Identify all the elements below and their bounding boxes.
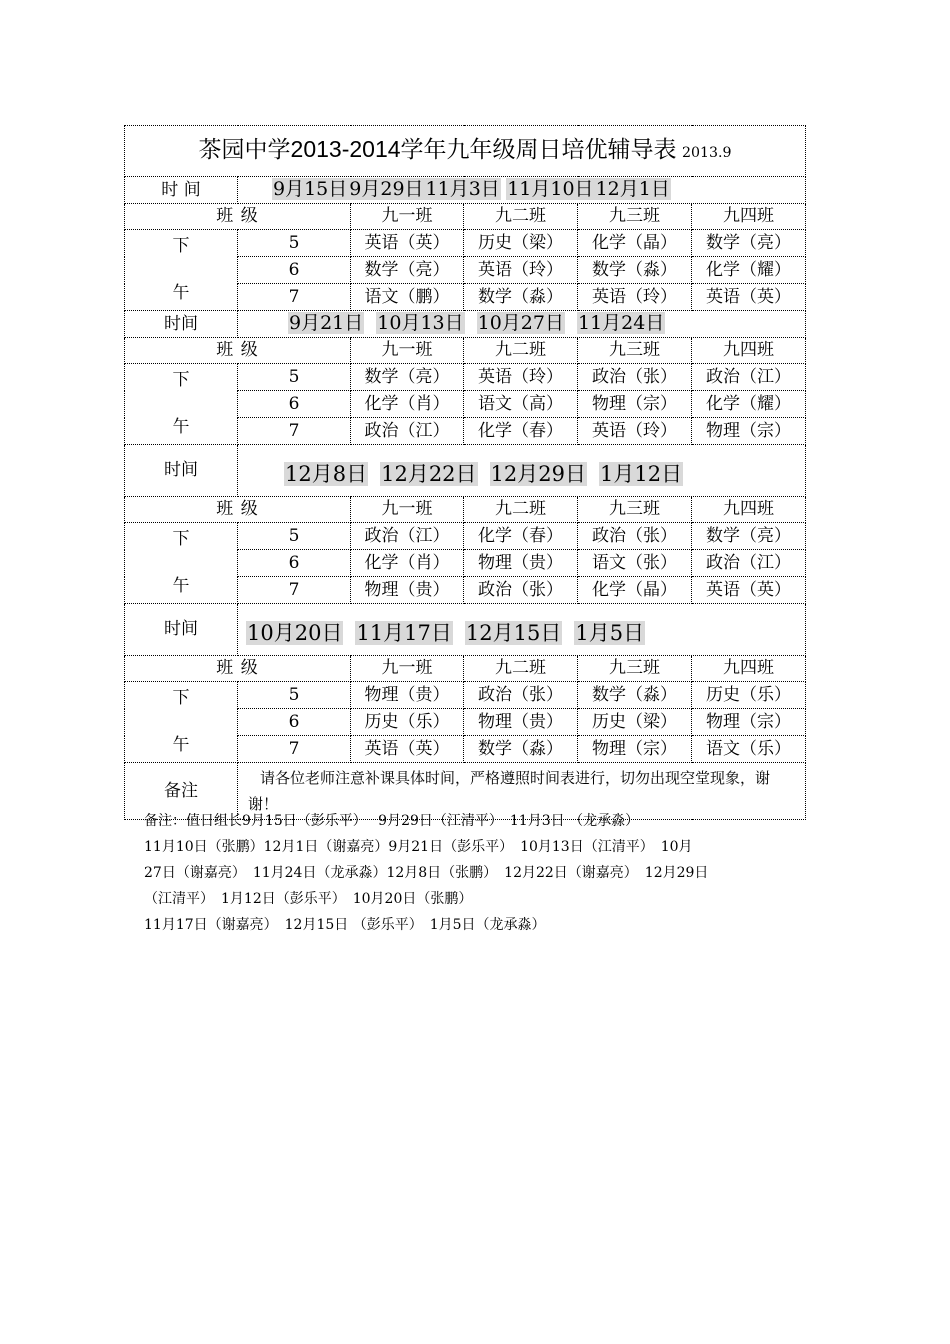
lesson-cell: 物理（贵） — [464, 550, 578, 577]
afternoon-top: 下 — [172, 688, 190, 708]
lesson-cell: 数学（淼） — [578, 682, 692, 709]
footer-line: 27日（谢嘉亮） 11月24日（龙承淼）12月8日（张鹏） 12月22日（谢嘉亮） 12月29日 — [144, 865, 709, 881]
class-name: 九二班 — [464, 204, 578, 230]
footer-line: （江清平） 1月12日（彭乐平） 10月20日（张鹏） — [144, 891, 473, 907]
time-label: 时间 — [125, 311, 238, 338]
lesson-cell: 数学（亮） — [351, 364, 464, 391]
date-chip: 10月20日 — [247, 621, 343, 645]
lesson-cell: 政治（江） — [351, 523, 464, 550]
lesson-cell: 数学（亮） — [692, 230, 806, 257]
lesson-cell: 化学（春） — [464, 418, 578, 445]
lesson-cell: 英语（英） — [351, 736, 464, 763]
title-date: 2013.9 — [681, 144, 732, 161]
lesson-cell: 语文（乐） — [692, 736, 806, 763]
date-chip: 12月1日 — [595, 178, 670, 200]
lesson-cell: 物理（贵） — [351, 577, 464, 604]
date-chip: 9月15日 — [273, 178, 348, 200]
lesson-cell: 政治（江） — [351, 418, 464, 445]
date-chip: 10月27日 — [477, 312, 564, 334]
period-number: 7 — [238, 418, 351, 445]
lesson-cell: 语文（张） — [578, 550, 692, 577]
duty-leader-notes — [144, 808, 814, 938]
class-name: 九四班 — [692, 204, 806, 230]
afternoon-label — [125, 364, 238, 445]
date-list-1 — [238, 177, 806, 204]
lesson-cell: 历史（乐） — [351, 709, 464, 736]
period-number: 5 — [238, 682, 351, 709]
lesson-cell: 物理（宗） — [692, 709, 806, 736]
schedule-document — [124, 125, 805, 820]
title-cell — [125, 126, 806, 177]
date-chip: 11月24日 — [577, 312, 665, 334]
lesson-cell: 物理（贵） — [464, 709, 578, 736]
class-name: 九二班 — [464, 497, 578, 523]
date-chip: 1月5日 — [575, 621, 645, 645]
class-name: 九一班 — [351, 656, 464, 682]
afternoon-label — [125, 682, 238, 763]
class-name: 九一班 — [351, 338, 464, 364]
afternoon-label — [125, 230, 238, 311]
class-header: 班 级 — [125, 656, 351, 682]
lesson-cell: 化学（春） — [464, 523, 578, 550]
lesson-cell: 化学（晶） — [578, 577, 692, 604]
period-number: 7 — [238, 284, 351, 311]
period-number: 6 — [238, 391, 351, 418]
class-header: 班 级 — [125, 338, 351, 364]
date-chip: 11月17日 — [356, 621, 452, 645]
class-header: 班 级 — [125, 204, 351, 230]
lesson-cell: 化学（肖） — [351, 391, 464, 418]
lesson-cell: 英语（英） — [351, 230, 464, 257]
lesson-cell: 数学（亮） — [692, 523, 806, 550]
class-name: 九二班 — [464, 338, 578, 364]
remark-text: 请各位老师注意补课具体时间，严格遵照时间表进行，切勿出现空堂现象，谢谢！ — [238, 763, 806, 820]
class-name: 九四班 — [692, 338, 806, 364]
lesson-cell: 历史（梁） — [578, 709, 692, 736]
lesson-cell: 数学（淼） — [464, 284, 578, 311]
lesson-cell: 语文（高） — [464, 391, 578, 418]
lesson-cell: 数学（淼） — [464, 736, 578, 763]
lesson-cell: 数学（淼） — [578, 257, 692, 284]
date-list-2 — [238, 311, 806, 338]
period-number: 7 — [238, 736, 351, 763]
date-chip: 10月13日 — [377, 312, 464, 334]
class-name: 九一班 — [351, 204, 464, 230]
lesson-cell: 化学（耀） — [692, 257, 806, 284]
lesson-cell: 政治（张） — [464, 577, 578, 604]
class-name: 九一班 — [351, 497, 464, 523]
lesson-cell: 历史（乐） — [692, 682, 806, 709]
footer-line: 11月10日（张鹏）12月1日（谢嘉亮）9月21日（彭乐平） 10月13日（江清平） 10月 — [144, 839, 693, 855]
period-number: 5 — [238, 230, 351, 257]
lesson-cell: 语文（鹏） — [351, 284, 464, 311]
afternoon-bottom: 午 — [172, 735, 190, 755]
page-title: 茶园中学2013-2014学年九年级周日培优辅导表 — [198, 135, 677, 162]
date-list-3 — [238, 445, 806, 497]
lesson-cell: 化学（肖） — [351, 550, 464, 577]
lesson-cell: 物理（宗） — [578, 736, 692, 763]
time-label: 时 间 — [125, 177, 238, 204]
class-name: 九三班 — [578, 656, 692, 682]
date-chip: 11月10日 — [507, 178, 594, 200]
lesson-cell: 英语（玲） — [578, 284, 692, 311]
period-number: 5 — [238, 364, 351, 391]
footer-line: 11月17日（谢嘉亮） 12月15日 （彭乐平） 1月5日（龙承淼） — [144, 917, 546, 933]
date-chip: 12月29日 — [490, 462, 586, 486]
afternoon-top: 下 — [172, 236, 190, 256]
afternoon-label — [125, 523, 238, 604]
lesson-cell: 化学（耀） — [692, 391, 806, 418]
lesson-cell: 政治（张） — [578, 523, 692, 550]
date-chip: 1月12日 — [600, 462, 683, 486]
lesson-cell: 政治（江） — [692, 364, 806, 391]
lesson-cell: 英语（玲） — [578, 418, 692, 445]
lesson-cell: 物理（宗） — [692, 418, 806, 445]
afternoon-bottom: 午 — [172, 283, 190, 303]
date-chip: 12月15日 — [465, 621, 562, 645]
period-number: 6 — [238, 550, 351, 577]
period-number: 6 — [238, 257, 351, 284]
time-label: 时间 — [125, 604, 238, 656]
afternoon-top: 下 — [172, 529, 190, 549]
remark-label: 备注 — [125, 763, 238, 820]
lesson-cell: 物理（宗） — [578, 391, 692, 418]
afternoon-bottom: 午 — [172, 576, 190, 596]
lesson-cell: 英语（玲） — [464, 364, 578, 391]
lesson-cell: 政治（江） — [692, 550, 806, 577]
period-number: 5 — [238, 523, 351, 550]
date-chip: 12月8日 — [285, 462, 368, 486]
date-chip: 11月3日 — [425, 178, 500, 200]
class-header: 班 级 — [125, 497, 351, 523]
lesson-cell: 政治（张） — [578, 364, 692, 391]
lesson-cell: 英语（玲） — [464, 257, 578, 284]
lesson-cell: 政治（张） — [464, 682, 578, 709]
lesson-cell: 历史（梁） — [464, 230, 578, 257]
class-name: 九三班 — [578, 497, 692, 523]
date-list-4 — [238, 604, 806, 656]
date-chip: 12月22日 — [381, 462, 477, 486]
lesson-cell: 英语（英） — [692, 577, 806, 604]
class-name: 九二班 — [464, 656, 578, 682]
afternoon-top: 下 — [172, 370, 190, 390]
footer-line: 备注：值日组长9月15日（彭乐平） 9月29日（江清平） 11月3日 （龙承淼） — [144, 813, 640, 829]
date-chip: 9月29日 — [349, 178, 424, 200]
class-name: 九三班 — [578, 204, 692, 230]
class-name: 九四班 — [692, 497, 806, 523]
class-name: 九四班 — [692, 656, 806, 682]
afternoon-bottom: 午 — [172, 417, 190, 437]
schedule-table — [124, 125, 806, 820]
lesson-cell: 物理（贵） — [351, 682, 464, 709]
class-name: 九三班 — [578, 338, 692, 364]
period-number: 6 — [238, 709, 351, 736]
lesson-cell: 英语（英） — [692, 284, 806, 311]
time-label: 时间 — [125, 445, 238, 497]
period-number: 7 — [238, 577, 351, 604]
lesson-cell: 数学（亮） — [351, 257, 464, 284]
date-chip: 9月21日 — [289, 312, 364, 334]
lesson-cell: 化学（晶） — [578, 230, 692, 257]
